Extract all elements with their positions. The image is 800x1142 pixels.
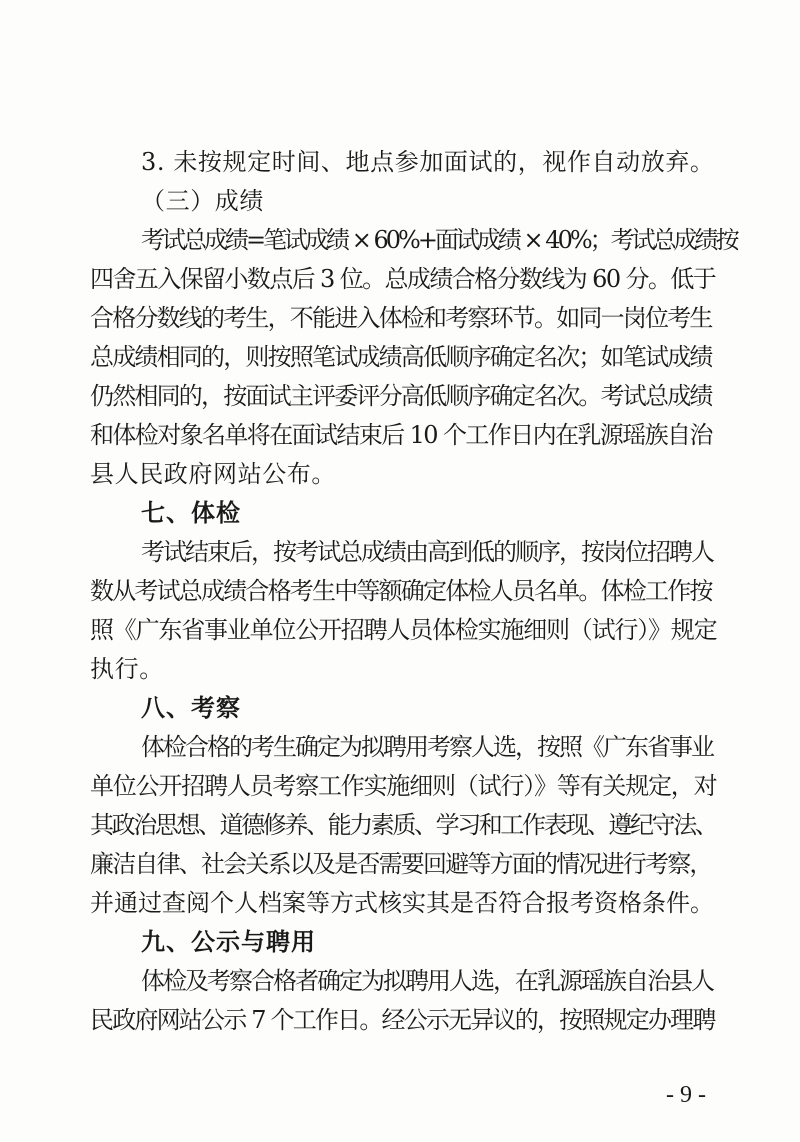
section-heading-publicity-hiring: 九、公示与聘用	[141, 928, 316, 956]
subsection-heading-score: （三）成绩	[141, 187, 264, 215]
text-line-13: 照《广东省事业单位公开招聘人员体检实施细则（试行）》规定	[90, 616, 717, 644]
text-line-16: 体检合格的考生确定为拟聘用考察人选，按照《广东省事业	[141, 733, 713, 761]
text-line-11: 考试结束后，按考试总成绩由高到低的顺序，按岗位招聘人	[141, 538, 713, 566]
text-line-22: 体检及考察合格者确定为拟聘用人选，在乳源瑶族自治县人	[141, 967, 713, 995]
text-line-1: 3. 未按规定时间、地点参加面试的，视作自动放弃。	[141, 148, 715, 176]
text-line-8: 和体检对象名单将在面试结束后 10 个工作日内在乳源瑶族自治	[90, 421, 712, 449]
text-line-23: 民政府网站公示 7 个工作日。经公示无异议的，按照规定办理聘	[90, 1006, 715, 1034]
text-line-5: 合格分数线的考生，不能进入体检和考察环节。如同一岗位考生	[90, 304, 712, 332]
text-line-14: 执行。	[90, 655, 164, 683]
section-heading-physical-exam: 七、体检	[141, 499, 241, 527]
text-line-7: 仍然相同的，按面试主评委评分高低顺序确定名次。考试总成绩	[90, 382, 712, 410]
text-line-19: 廉洁自律、社会关系以及是否需要回避等方面的情况进行考察，	[90, 850, 712, 878]
text-line-3: 考试总成绩=笔试成绩 × 60%+面试成绩 × 40%；考试总成绩按	[141, 226, 737, 254]
text-line-4: 四舍五入保留小数点后 3 位。总成绩合格分数线为 60 分。低于	[90, 265, 716, 293]
text-line-20: 并通过查阅个人档案等方式核实其是否符合报考资格条件。	[90, 889, 714, 917]
section-heading-inspection: 八、考察	[141, 694, 241, 722]
text-line-17: 单位公开招聘人员考察工作实施细则（试行）》等有关规定，对	[90, 772, 717, 800]
text-line-6: 总成绩相同的，则按照笔试成绩高低顺序确定名次；如笔试成绩	[90, 343, 712, 371]
page-number: - 9 -	[666, 1082, 706, 1108]
text-line-18: 其政治思想、道德修养、能力素质、学习和工作表现、遵纪守法、	[90, 811, 717, 839]
text-line-12: 数从考试总成绩合格考生中等额确定体检人员名单。体检工作按	[90, 577, 712, 605]
text-line-9: 县人民政府网站公布。	[90, 460, 336, 488]
